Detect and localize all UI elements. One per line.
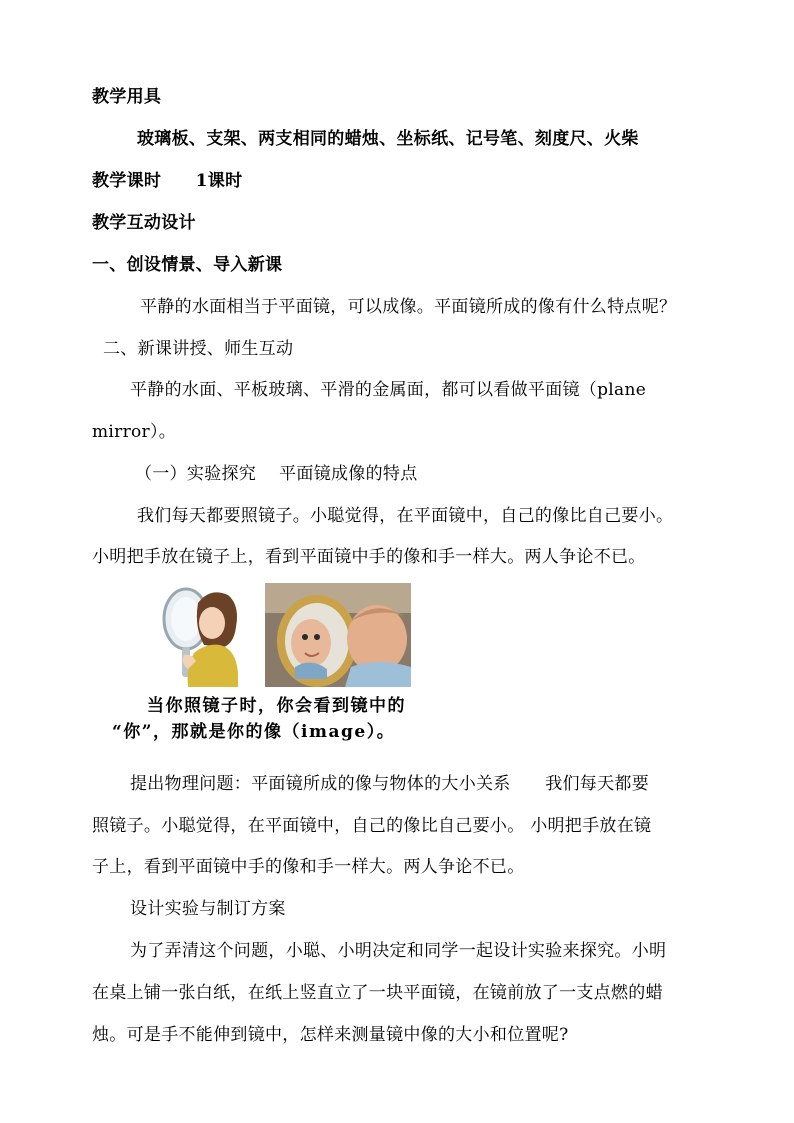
plan-line2: 在桌上铺一张白纸，在纸上竖直立了一块平面镜，在镜前放了一支点燃的蜡 [92, 983, 663, 1003]
tools-heading: 教学用具 [92, 87, 162, 107]
part1-heading: 一、创设情景、导入新课 [92, 255, 283, 275]
period-value: 1课时 [195, 171, 243, 191]
experiment-heading: （一）实验探究 平面镜成像的特点 [135, 464, 418, 484]
plan-heading: 设计实验与制订方案 [130, 899, 286, 919]
image-caption-line2: “你”，那就是你的像（image）。 [112, 722, 396, 742]
plan-line1: 为了弄清这个问题，小聪、小明决定和同学一起设计实验来探究。小明 [130, 941, 667, 961]
question-line3: 子上，看到平面镜中手的像和手一样大。两人争论不已。 [92, 857, 525, 877]
story-line2: 小明把手放在镜子上，看到平面镜中手的像和手一样大。两人争论不已。 [92, 547, 646, 567]
girl-mirror-illustration [158, 583, 242, 687]
image-caption-line1: 当你照镜子时，你会看到镜中的 [147, 696, 406, 716]
part1-text: 平静的水面相当于平面镜，可以成像。平面镜所成的像有什么特点呢？ [140, 297, 677, 317]
tools-list: 玻璃板、支架、两支相同的蜡烛、坐标纸、记号笔、刻度尺、火柴 [137, 129, 639, 149]
design-heading: 教学互动设计 [92, 213, 196, 233]
part2-text-line1: 平静的水面、平板玻璃、平滑的金属面，都可以看做平面镜（plane [130, 380, 647, 400]
story-line1: 我们每天都要照镜子。小聪觉得，在平面镜中，自己的像比自己要小。 [137, 506, 674, 526]
question-line1: 提出物理问题：平面镜所成的像与物体的大小关系 我们每天都要 [130, 774, 649, 794]
part2-heading: 二、新课讲授、师生互动 [103, 339, 294, 359]
part2-text-line2: mirror）。 [92, 422, 177, 442]
plan-line3: 烛。可是手不能伸到镜中，怎样来测量镜中像的大小和位置呢? [92, 1025, 569, 1045]
period-row [92, 170, 242, 192]
question-line2: 照镜子。小聪觉得，在平面镜中，自己的像比自己要小。 小明把手放在镜 [92, 816, 652, 836]
baby-mirror-photo [265, 583, 411, 687]
period-label: 教学课时 [92, 171, 162, 191]
